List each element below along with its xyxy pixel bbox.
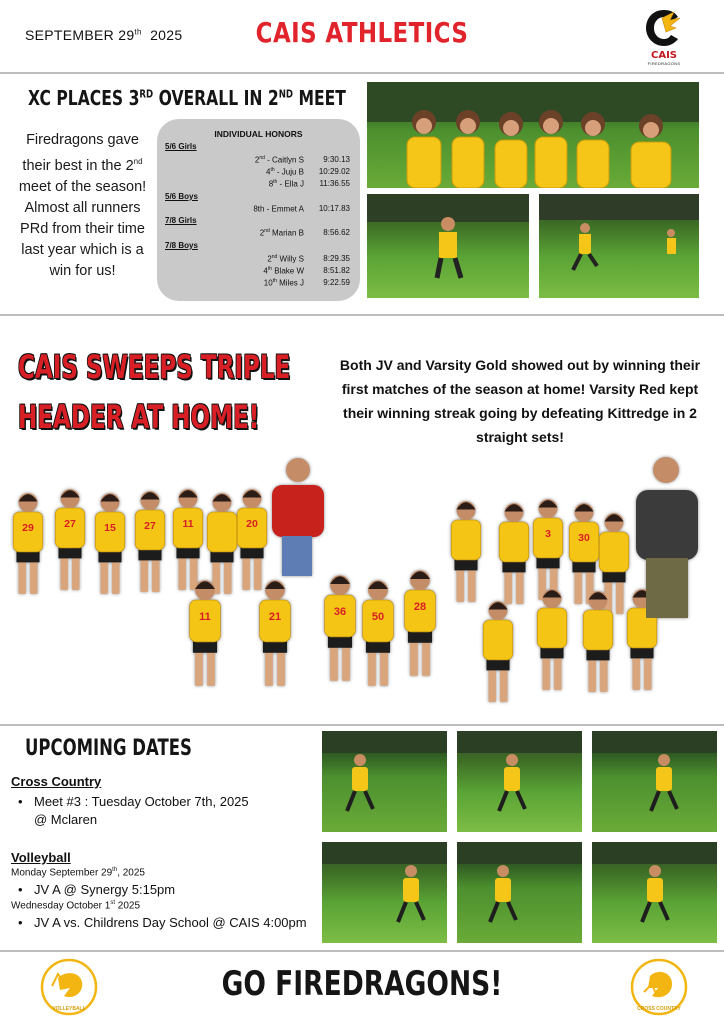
- jersey-number: 11: [182, 517, 194, 530]
- jersey-number: 21: [268, 610, 282, 623]
- cross-country-label: Cross Country: [11, 774, 102, 789]
- xc-headline: XC PLACES 3RD OVERALL IN 2ND MEET: [28, 86, 346, 110]
- team-member: [207, 493, 236, 594]
- xc-runner-photo: [367, 194, 529, 298]
- xc-event-location: @ Mclaren: [34, 812, 98, 827]
- coach: [272, 458, 324, 576]
- team-member: [237, 489, 266, 590]
- xc-summary: Firedragons gave their best in the 2nd meet of the season! Almost all runners PRd from their time last year which is a win for us!: [18, 132, 147, 279]
- xc-team-photo: [367, 82, 699, 188]
- jersey-number: 11: [199, 610, 211, 623]
- vb-event-item: • JV A vs. Childrens Day School @ CAIS 4:00pm: [20, 915, 307, 930]
- honors-category: 7/8 Boys: [165, 241, 198, 250]
- xc-runners-photo: [539, 194, 699, 298]
- team-member: [533, 499, 562, 600]
- xc-action-photo: [322, 842, 447, 943]
- xc-action-photo: [592, 842, 717, 943]
- vb-event-date: Wednesday October 1st 2025: [11, 900, 141, 912]
- team-member: [95, 493, 124, 594]
- jersey-number: 20: [246, 517, 258, 530]
- volleyball-badge-text: VOLLEYBALL: [52, 1006, 86, 1012]
- team-member: [13, 493, 42, 594]
- cross-country-badge-text: CROSS COUNTRY: [637, 1006, 681, 1012]
- team-member: [55, 489, 84, 590]
- jersey-number: 27: [64, 517, 76, 530]
- volleyball-team-photo: [0, 450, 724, 725]
- team-member: [190, 580, 221, 686]
- xc-action-photo: [322, 731, 447, 832]
- honors-category: 7/8 Girls: [165, 216, 197, 225]
- jersey-number: 50: [371, 610, 385, 623]
- xc-action-photo: [457, 842, 582, 943]
- team-member: [499, 503, 528, 604]
- volleyball-headline: CAIS SWEEPS TRIPLE HEADER AT HOME!: [18, 348, 291, 436]
- team-member: [451, 501, 480, 602]
- footer-slogan: GO FIREDRAGONS!: [221, 964, 503, 1004]
- xc-event-item: • Meet #3 : Tuesday October 7th, 2025: [20, 794, 249, 809]
- individual-honors-panel: INDIVIDUAL HONORS 5/6 Girls 2nd - Caitlyn S 9:30.13 4th - Juju B 10:29.02 8th - Ella J 11:36.55 5/6 Boys 8th - Emmet A 10:17.83 7/8 Girls 2nd Marian B 8:56.62 7/8 Boys 2nd Willy S 8:29.35 4th Blake W 8:51.82 10th Miles J 9:22.59: [157, 119, 360, 301]
- xc-action-photo: [457, 731, 582, 832]
- honors-title: INDIVIDUAL HONORS: [214, 129, 303, 139]
- jersey-number: 36: [333, 605, 347, 618]
- team-member: [260, 580, 291, 686]
- jersey-number: 3: [545, 527, 551, 540]
- jersey-number: 28: [413, 600, 427, 613]
- logo-wordmark: CAIS: [650, 50, 677, 61]
- jersey-number: 29: [22, 521, 34, 534]
- jersey-number: 30: [578, 531, 590, 544]
- logo-subtitle: FIREDRAGONS: [647, 61, 681, 66]
- divider: [0, 950, 724, 952]
- issue-date: SEPTEMBER 29th 2025: [25, 27, 183, 43]
- divider: [0, 724, 724, 726]
- honors-category: 5/6 Boys: [165, 192, 198, 201]
- upcoming-dates-title: UPCOMING DATES: [25, 736, 192, 761]
- team-member: [537, 589, 566, 690]
- honors-category: 5/6 Girls: [165, 142, 197, 151]
- jersey-number: 15: [104, 521, 116, 534]
- volleyball-label: Volleyball: [11, 850, 71, 865]
- team-member: [569, 503, 598, 604]
- xc-action-photo: [592, 731, 717, 832]
- jersey-number: 27: [144, 519, 156, 532]
- team-member: [363, 580, 394, 686]
- team-member: [405, 570, 436, 676]
- team-member: [483, 601, 512, 702]
- team-member: [325, 575, 356, 681]
- divider: [0, 72, 724, 74]
- vb-event-date: Monday September 29th, 2025: [11, 867, 145, 879]
- team-member: [173, 489, 202, 590]
- team-member: [135, 491, 164, 592]
- page-title: CAIS ATHLETICS: [255, 16, 469, 49]
- volleyball-summary: Both JV and Varsity Gold showed out by winning their first matches of the season at home! Varsity Red kept their winning streak going by defeating Kittredge in 2 straight sets!: [339, 357, 701, 445]
- divider: [0, 314, 724, 316]
- vb-event-item: • JV A @ Synergy 5:15pm: [20, 882, 175, 897]
